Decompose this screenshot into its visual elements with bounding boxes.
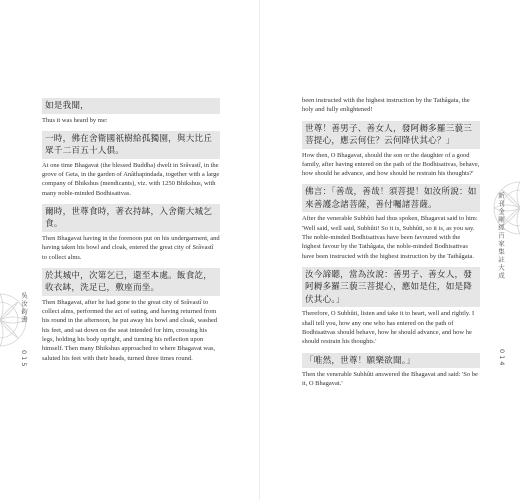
english-translation: Then Bhagavat, after he had gone to the great city of Srâvastî to collect alms, performed the act of eating, and having returned from his round in the afternoon, he put away his bowl and cloak, washed his feet, and sat down on the seat intended for him, crossing his legs, holding his body upright, and turning his reflection upon himself. Then many Bhikshus approached to where Bhagavat was, saluted his feet with their heads, turned three times round. xyxy=(42,298,218,362)
english-translation: Then Bhagavat having in the forenoon put on his undergarment, and having taken his bowl and cloak, entered the great city of Srâvastî to collect alms. xyxy=(42,234,220,261)
english-translation: After the venerable Subhûti had thus spoken, Bhagavat said to him: 'Well said, well said, Subhûti! So it is, Subhûti, so it is, as you say. The noble-minded Bodhisattvas have been favoured with the highest favour by the Tathâgata, the noble-minded Bodhisattvas have been instructed with the highest instruction by the Tathâgata. xyxy=(302,215,478,260)
english-translation: Thus it was heard by me: xyxy=(42,116,108,124)
chinese-verse: 世尊！善男子、善女人，發阿耨多羅三藐三菩提心，應云何住？云何降伏其心？」 xyxy=(302,121,480,149)
page-number: 014 xyxy=(498,349,506,368)
english-translation: Therefore, O Subhûti, listen and take it to heart, well and rightly. I shall tell you, how any one who has entered on the path of Bodhisattvas should behave, how he should advance, and how he should restrain his thoughts.' xyxy=(302,310,475,346)
chinese-verse: 汝今諦聽，當為汝說：善男子、善女人，發阿耨多羅三藐三菩提心，應如是住，如是降伏其心。」 xyxy=(302,267,480,308)
chinese-verse: 爾時，世尊食時，著衣持缽，入舍衛大城乞食。 xyxy=(42,204,220,232)
text-column xyxy=(42,98,220,369)
chinese-verse: 佛言：「善哉，善哉！須菩提！如汝所說：如來善護念諸菩薩，善付囑諸菩薩。 xyxy=(302,184,480,212)
english-translation-continued: been instructed with the highest instruction by the Tathâgata, the holy and fully enlightened! xyxy=(302,97,470,114)
english-translation: At one time Bhagavat (the blessed Buddha) dwelt in Srâvastî, in the grove of Geta, in the garden of Anâthapindada, together with a large company of Bhikshus (mendicants), viz. with 1250 Bhikshus, with many noble-minded Bodhisattvas. xyxy=(42,161,220,197)
english-translation: How then, O Bhagavat, should the son or the daughter of a good family, after having entered on the path of the Bodhisattvas, behave, how should he advance, and how should he restrain his thoughts?' xyxy=(302,151,480,178)
running-head: 吳汝鈞書 xyxy=(20,292,28,324)
chinese-verse: 如是我聞， xyxy=(42,98,220,114)
right-page xyxy=(260,0,520,500)
english-translation: Then the venerable Subhûti answered the Bhagavat and said: 'So be it, O Bhagavat.' xyxy=(302,371,478,388)
chinese-verse: 「唯然，世尊！願樂欲聞。」 xyxy=(302,353,480,369)
chinese-verse: 於其城中，次第乞已，還至本處。飯食訖，收衣缽，洗足已，敷座而坐。 xyxy=(42,268,220,296)
page-number: 015 xyxy=(20,350,28,369)
running-head: 新刊金剛經百家集註大成 xyxy=(497,192,505,280)
text-column xyxy=(302,96,480,395)
chinese-verse: 一時，佛在舍衛國祇樹給孤獨園，與大比丘眾千二百五十人俱。 xyxy=(42,131,220,159)
